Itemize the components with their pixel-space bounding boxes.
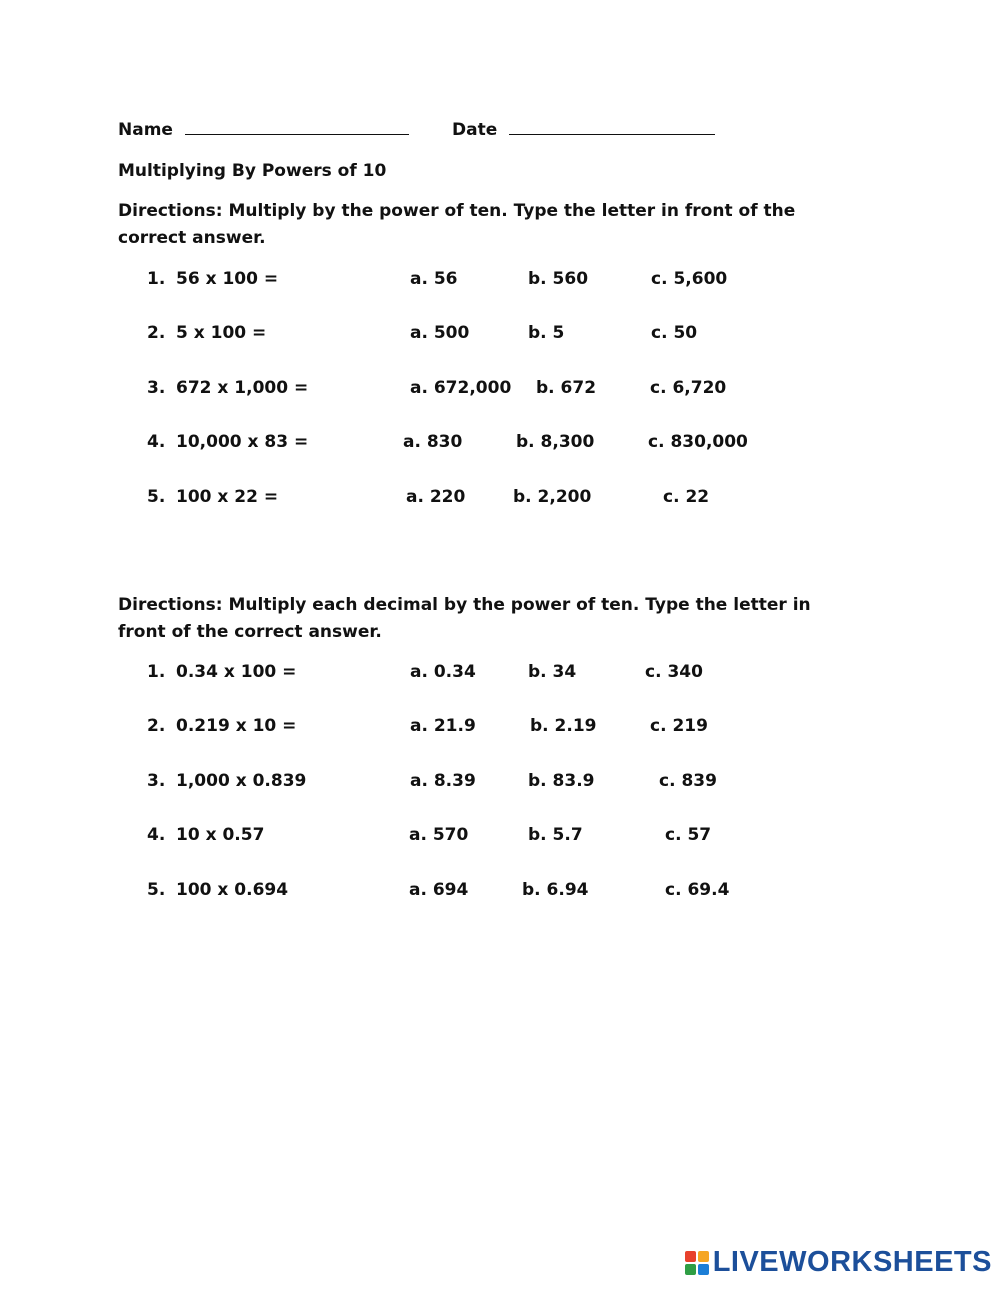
option-b: b. 2,200 bbox=[513, 487, 592, 507]
option-c: c. 5,600 bbox=[651, 269, 728, 289]
option-c: c. 219 bbox=[650, 716, 708, 736]
liveworksheets-logo-icon bbox=[685, 1251, 709, 1275]
question-expression: 56 x 100 = bbox=[176, 269, 279, 289]
option-a: a. 8.39 bbox=[410, 771, 476, 791]
option-a: a. 500 bbox=[410, 323, 470, 343]
question-number: 2. bbox=[147, 716, 166, 736]
option-a: a. 220 bbox=[406, 487, 466, 507]
option-b: b. 560 bbox=[528, 269, 589, 289]
logo-text: LIVEWORKSHEETS bbox=[712, 1246, 992, 1278]
option-b: b. 8,300 bbox=[516, 432, 595, 452]
question-expression: 100 x 0.694 bbox=[176, 880, 289, 900]
logo-square-green bbox=[685, 1264, 696, 1275]
logo-square-red bbox=[685, 1251, 696, 1262]
option-c: c. 22 bbox=[663, 487, 710, 507]
option-c: c. 57 bbox=[665, 825, 712, 845]
date-blank-line bbox=[509, 133, 715, 135]
option-a: a. 672,000 bbox=[410, 378, 512, 398]
worksheet-title: Multiplying By Powers of 10 bbox=[118, 161, 387, 181]
option-a: a. 0.34 bbox=[410, 662, 476, 682]
option-c: c. 830,000 bbox=[648, 432, 748, 452]
question-number: 3. bbox=[147, 771, 166, 791]
option-c: c. 839 bbox=[659, 771, 717, 791]
question-number: 2. bbox=[147, 323, 166, 343]
option-b: b. 672 bbox=[536, 378, 597, 398]
question-number: 1. bbox=[147, 269, 166, 289]
option-b: b. 34 bbox=[528, 662, 577, 682]
option-a: a. 694 bbox=[409, 880, 469, 900]
date-field bbox=[452, 120, 715, 140]
question-number: 3. bbox=[147, 378, 166, 398]
question-expression: 672 x 1,000 = bbox=[176, 378, 309, 398]
question-expression: 1,000 x 0.839 bbox=[176, 771, 307, 791]
option-a: a. 56 bbox=[410, 269, 458, 289]
option-a: a. 21.9 bbox=[410, 716, 476, 736]
logo-square-orange bbox=[698, 1251, 709, 1262]
question-number: 1. bbox=[147, 662, 166, 682]
name-field bbox=[118, 120, 409, 140]
question-expression: 0.34 x 100 = bbox=[176, 662, 297, 682]
question-number: 5. bbox=[147, 487, 166, 507]
date-label: Date bbox=[452, 120, 498, 140]
question-number: 4. bbox=[147, 825, 166, 845]
question-expression: 100 x 22 = bbox=[176, 487, 279, 507]
question-number: 4. bbox=[147, 432, 166, 452]
liveworksheets-logo bbox=[685, 1246, 992, 1279]
name-label: Name bbox=[118, 120, 173, 140]
option-c: c. 50 bbox=[651, 323, 698, 343]
option-b: b. 83.9 bbox=[528, 771, 595, 791]
question-number: 5. bbox=[147, 880, 166, 900]
section2-directions: Directions: Multiply each decimal by the power of ten. Type the letter in front of the correct answer. bbox=[118, 595, 811, 642]
section1-directions: Directions: Multiply by the power of ten. Type the letter in front of the correct answer. bbox=[118, 201, 796, 248]
option-b: b. 2.19 bbox=[530, 716, 597, 736]
question-expression: 10,000 x 83 = bbox=[176, 432, 309, 452]
option-a: a. 570 bbox=[409, 825, 469, 845]
option-b: b. 5 bbox=[528, 323, 565, 343]
option-c: c. 6,720 bbox=[650, 378, 727, 398]
option-b: b. 5.7 bbox=[528, 825, 583, 845]
question-expression: 5 x 100 = bbox=[176, 323, 267, 343]
logo-square-blue bbox=[698, 1264, 709, 1275]
option-a: a. 830 bbox=[403, 432, 463, 452]
name-blank-line bbox=[185, 133, 409, 135]
question-expression: 0.219 x 10 = bbox=[176, 716, 297, 736]
option-b: b. 6.94 bbox=[522, 880, 589, 900]
option-c: c. 69.4 bbox=[665, 880, 730, 900]
option-c: c. 340 bbox=[645, 662, 703, 682]
question-expression: 10 x 0.57 bbox=[176, 825, 265, 845]
